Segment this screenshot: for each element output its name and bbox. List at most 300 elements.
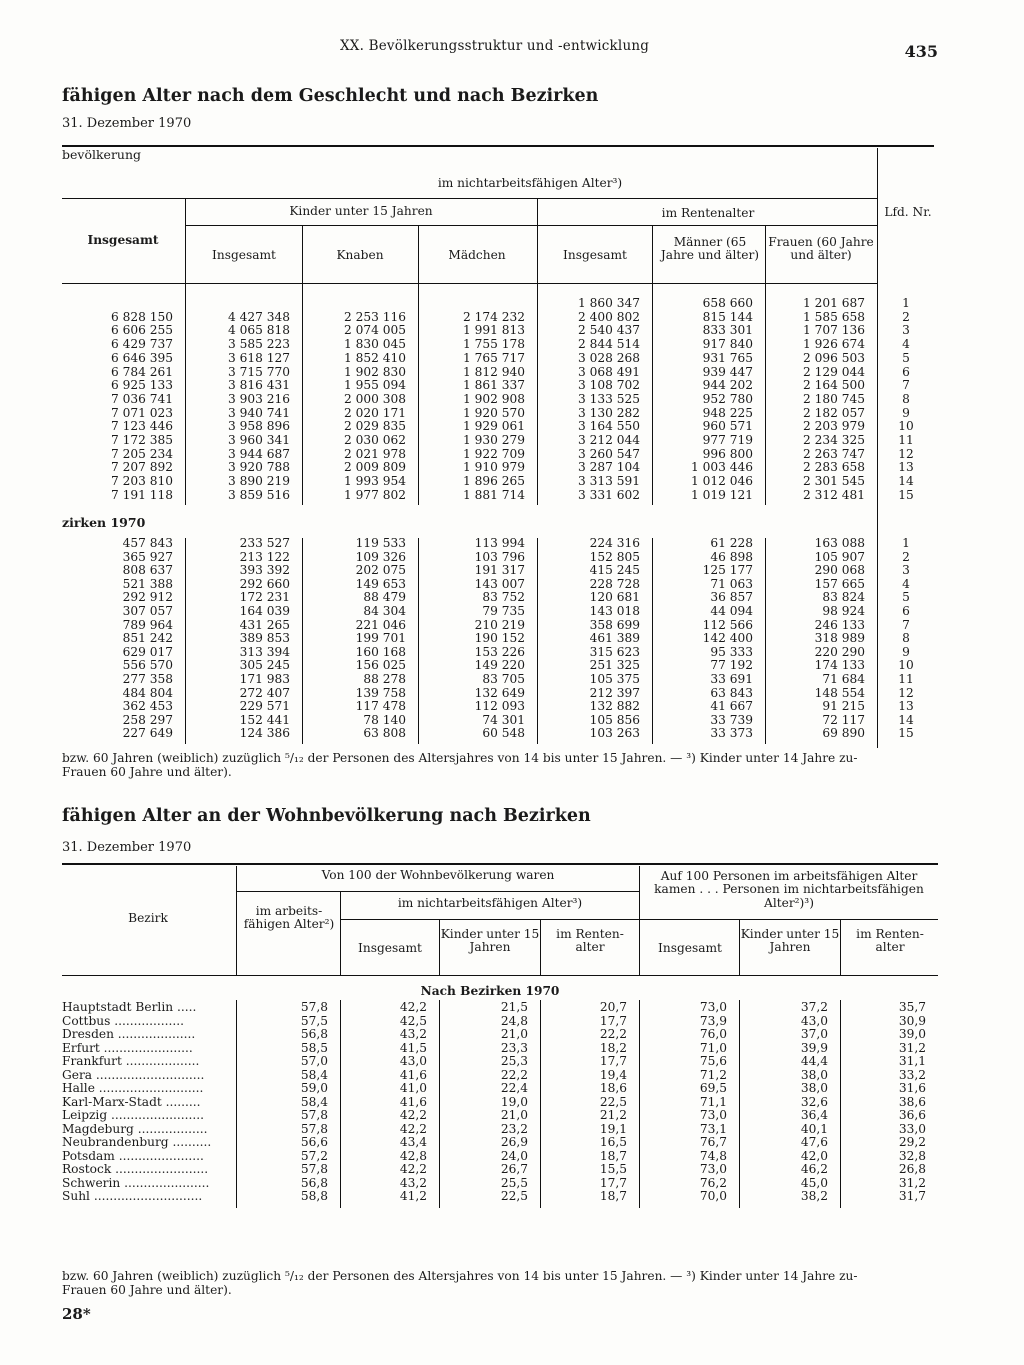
table-cell: 31,2 bbox=[898, 1176, 926, 1190]
table-cell: 71,2 bbox=[699, 1068, 727, 1082]
table-cell: 18,7 bbox=[599, 1149, 627, 1163]
table-cell: 213 122 bbox=[239, 550, 290, 564]
table-cell: 105 856 bbox=[589, 713, 640, 727]
table-cell: 1 930 279 bbox=[462, 434, 525, 448]
table-row bbox=[62, 714, 935, 728]
table-cell: 56,6 bbox=[300, 1136, 328, 1149]
table-cell: Leipzig ........................ bbox=[62, 1109, 204, 1122]
table-cell: 41 667 bbox=[710, 700, 753, 714]
table-cell: 25,5 bbox=[500, 1176, 528, 1190]
table2-footnote: bzw. 60 Jahren (weiblich) zuzüglich ⁵/₁₂ der Personen des Altersjahres von 14 bis unter 15 Jahren. — ³) Kinder unter 14 Jahre zu- bbox=[62, 1269, 858, 1283]
table-cell: 815 144 bbox=[702, 310, 753, 324]
table-row bbox=[62, 448, 935, 462]
table-cell: 1 920 570 bbox=[462, 406, 525, 420]
table-cell: 39,0 bbox=[898, 1028, 926, 1041]
table-cell: 75,6 bbox=[699, 1055, 727, 1068]
table-cell: 7 bbox=[902, 618, 910, 632]
table-cell: 6 bbox=[902, 365, 910, 379]
table2-footnote2: Frauen 60 Jahre und älter). bbox=[62, 1283, 232, 1297]
table-cell: 172 231 bbox=[239, 591, 290, 605]
table-row bbox=[62, 1055, 938, 1069]
table-row bbox=[62, 1096, 938, 1110]
table1-section-label: zirken 1970 bbox=[62, 515, 146, 530]
table1-body-b bbox=[62, 537, 935, 741]
table-cell: 31,7 bbox=[898, 1190, 926, 1203]
table-cell: 3 618 127 bbox=[227, 351, 290, 365]
table-cell: 112 566 bbox=[702, 618, 753, 632]
table-cell: 46,2 bbox=[800, 1163, 828, 1176]
table-row bbox=[62, 297, 935, 311]
table-cell: Suhl ............................ bbox=[62, 1190, 203, 1203]
table-row bbox=[62, 1123, 938, 1137]
table-cell: 1 bbox=[902, 297, 910, 310]
table2-col-insgesamt: Insgesamt bbox=[358, 941, 422, 955]
table-cell: Frankfurt ................... bbox=[62, 1055, 200, 1068]
table-cell: 358 699 bbox=[589, 618, 640, 632]
table2-rows bbox=[62, 1001, 938, 1204]
table-row bbox=[62, 591, 935, 605]
table-cell: 71 063 bbox=[710, 577, 753, 591]
table-cell: 1 991 813 bbox=[462, 324, 525, 338]
table-cell: 3 287 104 bbox=[577, 461, 640, 475]
running-header: XX. Bevölkerungsstruktur und -entwicklung bbox=[340, 38, 650, 54]
page-mark: 28* bbox=[62, 1305, 91, 1323]
table-cell: 6 925 133 bbox=[110, 379, 173, 393]
table-cell: 43,4 bbox=[399, 1136, 427, 1149]
table-row bbox=[62, 659, 935, 673]
table-cell: 117 478 bbox=[355, 700, 406, 714]
table-row bbox=[62, 564, 935, 578]
table-cell: 1 881 714 bbox=[462, 488, 525, 502]
table-cell: 191 317 bbox=[474, 564, 525, 578]
table-cell: 5 bbox=[902, 351, 910, 365]
table-cell: 17,7 bbox=[599, 1014, 627, 1028]
table-cell: 157 665 bbox=[814, 577, 865, 591]
table-row bbox=[62, 646, 935, 660]
table-cell: 251 325 bbox=[589, 659, 640, 673]
table1-footnote: bzw. 60 Jahren (weiblich) zuzüglich ⁵/₁₂ der Personen des Altersjahres von 14 bis unter 15 Jahren. — ³) Kinder unter 14 Jahre zu- bbox=[62, 751, 858, 765]
table-cell: 210 219 bbox=[474, 618, 525, 632]
table2-head-nicht: im nichtarbeitsfähigen Alter³) bbox=[397, 896, 583, 910]
table-cell: 3 585 223 bbox=[227, 338, 290, 352]
table-cell: 3 816 431 bbox=[227, 379, 290, 393]
table-cell: 153 226 bbox=[474, 645, 525, 659]
table1-col-insgesamt: Insgesamt bbox=[87, 233, 159, 247]
table-cell: 19,4 bbox=[599, 1068, 627, 1082]
table-cell: 6 646 395 bbox=[110, 351, 173, 365]
table-cell: 4 bbox=[902, 577, 910, 591]
table1-col-maedchen: Mädchen bbox=[448, 248, 506, 262]
table-cell: 18,7 bbox=[599, 1190, 627, 1203]
table-cell: 362 453 bbox=[122, 700, 173, 714]
table-cell: 658 660 bbox=[702, 297, 753, 310]
table-cell: 38,6 bbox=[898, 1095, 926, 1109]
table-cell: 258 297 bbox=[122, 713, 173, 727]
table-cell: 71,1 bbox=[699, 1095, 727, 1109]
table1-title: fähigen Alter nach dem Geschlecht und nach Bezirken bbox=[62, 86, 599, 106]
table1-head-lfd: Lfd. Nr. bbox=[884, 205, 932, 219]
table-cell: 143 018 bbox=[589, 604, 640, 618]
table-cell: 22,5 bbox=[599, 1095, 627, 1109]
table-cell: 36,4 bbox=[800, 1109, 828, 1122]
table-cell: 2 182 057 bbox=[802, 406, 865, 420]
table-row bbox=[62, 1163, 938, 1177]
table-cell: 2 164 500 bbox=[802, 379, 865, 393]
table2-date: 31. Dezember 1970 bbox=[62, 840, 192, 855]
table-cell: 2 180 745 bbox=[802, 392, 865, 406]
table-cell: 43,0 bbox=[399, 1055, 427, 1068]
table1-rows-a bbox=[62, 297, 935, 503]
table-cell bbox=[302, 297, 418, 311]
table-cell: 18,6 bbox=[599, 1082, 627, 1095]
table-cell: 365 927 bbox=[122, 550, 173, 564]
table-cell: 939 447 bbox=[702, 365, 753, 379]
table-cell: 24,0 bbox=[500, 1149, 528, 1163]
table-cell: 35,7 bbox=[898, 1001, 926, 1014]
table-cell: 76,2 bbox=[699, 1176, 727, 1190]
table-cell: 277 358 bbox=[122, 672, 173, 686]
table-cell: 7 bbox=[902, 379, 910, 393]
table-cell: 45,0 bbox=[800, 1176, 828, 1190]
table-cell: 44,4 bbox=[800, 1055, 828, 1068]
table-cell bbox=[418, 297, 537, 311]
table-row bbox=[62, 324, 935, 338]
table-cell: 13 bbox=[898, 700, 914, 714]
table-cell: 73,1 bbox=[699, 1122, 727, 1136]
table-cell: 2 bbox=[902, 310, 910, 324]
table-cell: 996 800 bbox=[702, 447, 753, 461]
table-cell: 233 527 bbox=[239, 537, 290, 550]
table-row bbox=[62, 1042, 938, 1056]
table-cell: 11 bbox=[898, 672, 914, 686]
table2-col-kinder2: Kinder unter 15 Jahren bbox=[740, 927, 840, 955]
table-cell: 19,1 bbox=[599, 1122, 627, 1136]
table-cell: Cottbus .................. bbox=[62, 1014, 184, 1028]
table-cell: 143 007 bbox=[474, 577, 525, 591]
table-cell: 98 924 bbox=[822, 604, 865, 618]
table-cell: 132 649 bbox=[474, 686, 525, 700]
table-cell: 88 479 bbox=[363, 591, 406, 605]
table-cell: 556 570 bbox=[122, 659, 173, 673]
table-cell: 290 068 bbox=[814, 564, 865, 578]
table-cell: 142 400 bbox=[702, 632, 753, 646]
table-cell: 2 000 308 bbox=[343, 392, 406, 406]
table-cell: 36,6 bbox=[898, 1109, 926, 1122]
table-cell: 26,8 bbox=[898, 1163, 926, 1176]
table-cell: Potsdam ...................... bbox=[62, 1149, 204, 1163]
table-cell: 33 373 bbox=[710, 727, 753, 741]
table-cell: 14 bbox=[898, 713, 914, 727]
table2-section-label: Nach Bezirken 1970 bbox=[420, 984, 560, 998]
table-cell: 57,2 bbox=[300, 1149, 328, 1163]
table-cell: 3 068 491 bbox=[577, 365, 640, 379]
table-cell: 3 890 219 bbox=[227, 475, 290, 489]
table-cell: 73,0 bbox=[699, 1163, 727, 1176]
table-row bbox=[62, 420, 935, 434]
table-cell: 36 857 bbox=[710, 591, 753, 605]
table-cell bbox=[185, 297, 302, 311]
table-cell: 3 bbox=[902, 564, 910, 578]
table1-head-renten: im Rentenalter bbox=[661, 206, 755, 220]
table-cell: 2 174 232 bbox=[462, 310, 525, 324]
table-cell: 9 bbox=[902, 406, 910, 420]
table-row bbox=[62, 379, 935, 393]
table-cell: 139 758 bbox=[355, 686, 406, 700]
table-row bbox=[62, 1190, 938, 1204]
table-cell: 1 bbox=[902, 537, 910, 550]
table-cell: 57,5 bbox=[300, 1014, 328, 1028]
table-cell: 31,2 bbox=[898, 1041, 926, 1055]
table-cell: 960 571 bbox=[702, 420, 753, 434]
table-row bbox=[62, 619, 935, 633]
table-cell: 5 bbox=[902, 591, 910, 605]
table-cell: 41,2 bbox=[399, 1190, 427, 1203]
table-cell: 63 843 bbox=[710, 686, 753, 700]
table1-col-k-insgesamt: Insgesamt bbox=[212, 248, 276, 262]
table-row bbox=[62, 700, 935, 714]
table-cell: 83 824 bbox=[822, 591, 865, 605]
table-cell: 38,2 bbox=[800, 1190, 828, 1203]
table1-head-nichtarbeit: im nichtarbeitsfähigen Alter³) bbox=[437, 176, 623, 190]
table-row bbox=[62, 1082, 938, 1096]
table-cell: 42,5 bbox=[399, 1014, 427, 1028]
table-cell: 22,2 bbox=[599, 1028, 627, 1041]
table-row bbox=[62, 632, 935, 646]
table-cell: 14 bbox=[898, 475, 914, 489]
table1-col-frauen: Frauen (60 Jahre und älter) bbox=[768, 235, 874, 263]
table-cell: 393 392 bbox=[239, 564, 290, 578]
table-cell: 26,7 bbox=[500, 1163, 528, 1176]
table-cell: 227 649 bbox=[122, 727, 173, 741]
table2-col-renten2: im Renten-alter bbox=[856, 927, 924, 955]
table-cell: 7 123 446 bbox=[110, 420, 173, 434]
table-cell: 21,2 bbox=[599, 1109, 627, 1122]
table-cell: 9 bbox=[902, 645, 910, 659]
table-cell: 33,2 bbox=[898, 1068, 926, 1082]
table1-head-kinder: Kinder unter 15 Jahren bbox=[289, 204, 433, 218]
table2-col-renten: im Renten-alter bbox=[556, 927, 624, 955]
table-cell: Karl-Marx-Stadt ......... bbox=[62, 1095, 201, 1109]
table-cell: 4 bbox=[902, 338, 910, 352]
table-row bbox=[62, 537, 935, 551]
table-cell: 1 902 908 bbox=[462, 392, 525, 406]
table-row bbox=[62, 461, 935, 475]
table-cell: 72 117 bbox=[822, 713, 865, 727]
table-cell: 32,6 bbox=[800, 1095, 828, 1109]
table-row bbox=[62, 352, 935, 366]
table-cell: 149 653 bbox=[355, 577, 406, 591]
table-cell bbox=[62, 297, 185, 311]
table-cell: 88 278 bbox=[363, 672, 406, 686]
table-cell: 2 283 658 bbox=[802, 461, 865, 475]
table-cell: 76,0 bbox=[699, 1028, 727, 1041]
table-cell: 318 989 bbox=[814, 632, 865, 646]
table-cell: 58,4 bbox=[300, 1068, 328, 1082]
table-cell: 40,1 bbox=[800, 1122, 828, 1136]
table-cell: 7 205 234 bbox=[110, 447, 173, 461]
table-cell: 6 429 737 bbox=[110, 338, 173, 352]
table-cell: 7 207 892 bbox=[110, 461, 173, 475]
table-cell: 307 057 bbox=[122, 604, 173, 618]
table-cell: 224 316 bbox=[589, 537, 640, 550]
table-cell: 917 840 bbox=[702, 338, 753, 352]
table-cell: 105 375 bbox=[589, 672, 640, 686]
table-row bbox=[62, 1177, 938, 1191]
table-cell: 56,8 bbox=[300, 1176, 328, 1190]
table-cell: 171 983 bbox=[239, 672, 290, 686]
table-cell: 292 660 bbox=[239, 577, 290, 591]
table-cell: 212 397 bbox=[589, 686, 640, 700]
table-cell: 15 bbox=[898, 488, 914, 502]
table-row bbox=[62, 475, 935, 489]
table-row bbox=[62, 605, 935, 619]
table-cell: 6 bbox=[902, 604, 910, 618]
table-cell: 32,8 bbox=[898, 1149, 926, 1163]
table1-rows-b bbox=[62, 537, 935, 741]
table1-footnote2: Frauen 60 Jahre und älter). bbox=[62, 765, 232, 779]
table-cell: 2 129 044 bbox=[802, 365, 865, 379]
table-cell: 3 331 602 bbox=[577, 488, 640, 502]
table-cell: 1 955 094 bbox=[343, 379, 406, 393]
table-cell: 69,5 bbox=[699, 1082, 727, 1095]
table-cell: 41,6 bbox=[399, 1095, 427, 1109]
table-cell: 132 882 bbox=[589, 700, 640, 714]
table-cell: 84 304 bbox=[363, 604, 406, 618]
table-cell: 11 bbox=[898, 434, 914, 448]
table-cell: 1 977 802 bbox=[343, 488, 406, 502]
table-cell: 113 994 bbox=[474, 537, 525, 550]
table-cell: 2 021 978 bbox=[343, 447, 406, 461]
table-cell: 1 993 954 bbox=[343, 475, 406, 489]
table-cell: 629 017 bbox=[122, 645, 173, 659]
table-cell: 7 036 741 bbox=[110, 392, 173, 406]
table-cell: 57,8 bbox=[300, 1163, 328, 1176]
table-cell: 119 533 bbox=[355, 537, 406, 550]
table-cell: 944 202 bbox=[702, 379, 753, 393]
table-cell: 2 096 503 bbox=[802, 351, 865, 365]
table-cell: 952 780 bbox=[702, 392, 753, 406]
table-cell: 42,2 bbox=[399, 1109, 427, 1122]
table-cell: 4 427 348 bbox=[227, 310, 290, 324]
table-cell: 148 554 bbox=[814, 686, 865, 700]
table-cell: 37,0 bbox=[800, 1028, 828, 1041]
table-cell: 73,0 bbox=[699, 1109, 727, 1122]
table-cell: 20,7 bbox=[599, 1001, 627, 1014]
table-row bbox=[62, 727, 935, 741]
table-cell: 174 133 bbox=[814, 659, 865, 673]
table-cell: 91 215 bbox=[822, 700, 865, 714]
table-cell: 3 940 741 bbox=[227, 406, 290, 420]
table-row bbox=[62, 1150, 938, 1164]
table-cell: 272 407 bbox=[239, 686, 290, 700]
table-cell: 59,0 bbox=[300, 1082, 328, 1095]
table-cell: 156 025 bbox=[355, 659, 406, 673]
table-row bbox=[62, 1109, 938, 1123]
table-cell: 19,0 bbox=[500, 1095, 528, 1109]
table-cell: 63 808 bbox=[363, 727, 406, 741]
table-cell: 3 164 550 bbox=[577, 420, 640, 434]
table-cell: 23,3 bbox=[500, 1041, 528, 1055]
table-cell: 2 074 005 bbox=[343, 324, 406, 338]
table-cell: 2 234 325 bbox=[802, 434, 865, 448]
table-cell: 21,0 bbox=[500, 1028, 528, 1041]
table-cell: 315 623 bbox=[589, 645, 640, 659]
table-row bbox=[62, 578, 935, 592]
table-cell: 41,6 bbox=[399, 1068, 427, 1082]
table-cell: 149 220 bbox=[474, 659, 525, 673]
table-cell: 78 140 bbox=[363, 713, 406, 727]
table-cell: 431 265 bbox=[239, 618, 290, 632]
table-cell: 2 009 809 bbox=[343, 461, 406, 475]
table-cell: 931 765 bbox=[702, 351, 753, 365]
table-cell: 3 859 516 bbox=[227, 488, 290, 502]
table-cell: 41,5 bbox=[399, 1041, 427, 1055]
table-cell: 70,0 bbox=[699, 1190, 727, 1203]
table-cell: Schwerin ...................... bbox=[62, 1176, 210, 1190]
table-row bbox=[62, 1015, 938, 1029]
table-cell: 6 828 150 bbox=[110, 310, 173, 324]
table-cell: 229 571 bbox=[239, 700, 290, 714]
table-cell: 3 313 591 bbox=[577, 475, 640, 489]
table-cell: 3 130 282 bbox=[577, 406, 640, 420]
table-cell: 152 441 bbox=[239, 713, 290, 727]
table2-title: fähigen Alter an der Wohnbevölkerung nach Bezirken bbox=[62, 806, 591, 826]
table2-body bbox=[62, 1001, 938, 1204]
table-cell: 16,5 bbox=[599, 1136, 627, 1149]
table-row bbox=[62, 673, 935, 687]
table-cell: 12 bbox=[898, 686, 914, 700]
table-cell: 83 752 bbox=[482, 591, 525, 605]
table-cell: 2 020 171 bbox=[343, 406, 406, 420]
table-cell: 23,2 bbox=[500, 1122, 528, 1136]
table-row bbox=[62, 1028, 938, 1042]
table-cell: 112 093 bbox=[474, 700, 525, 714]
table-cell: 31,6 bbox=[898, 1082, 926, 1095]
table-cell: 37,2 bbox=[800, 1001, 828, 1014]
table-cell: 17,7 bbox=[599, 1176, 627, 1190]
table-cell: 17,7 bbox=[599, 1055, 627, 1068]
table-cell: 246 133 bbox=[814, 618, 865, 632]
table-cell: 43,0 bbox=[800, 1014, 828, 1028]
table-cell: 46 898 bbox=[710, 550, 753, 564]
table-cell: 109 326 bbox=[355, 550, 406, 564]
table-cell: 33 691 bbox=[710, 672, 753, 686]
table-row bbox=[62, 551, 935, 565]
table-cell: 58,8 bbox=[300, 1190, 328, 1203]
table-cell: 79 735 bbox=[482, 604, 525, 618]
table-cell: 3 212 044 bbox=[577, 434, 640, 448]
table-cell: 221 046 bbox=[355, 618, 406, 632]
table-cell: 2 263 747 bbox=[802, 447, 865, 461]
table-cell: 42,0 bbox=[800, 1149, 828, 1163]
table-cell: 2 844 514 bbox=[577, 338, 640, 352]
table-cell: 3 260 547 bbox=[577, 447, 640, 461]
table-row bbox=[62, 687, 935, 701]
table-cell: 3 920 788 bbox=[227, 461, 290, 475]
table-cell: 43,2 bbox=[399, 1176, 427, 1190]
table2-head-arbeits: im arbeits-fähigen Alter²) bbox=[243, 904, 335, 932]
table-cell: 103 263 bbox=[589, 727, 640, 741]
table-cell: 77 192 bbox=[710, 659, 753, 673]
table-cell: 30,9 bbox=[898, 1014, 926, 1028]
table-cell: 74 301 bbox=[482, 713, 525, 727]
table-cell: 1 926 674 bbox=[802, 338, 865, 352]
table-cell: 1 861 337 bbox=[462, 379, 525, 393]
table-cell: 484 804 bbox=[122, 686, 173, 700]
table-cell: 125 177 bbox=[702, 564, 753, 578]
table-cell: 2 312 481 bbox=[802, 488, 865, 502]
table-cell: 105 907 bbox=[814, 550, 865, 564]
